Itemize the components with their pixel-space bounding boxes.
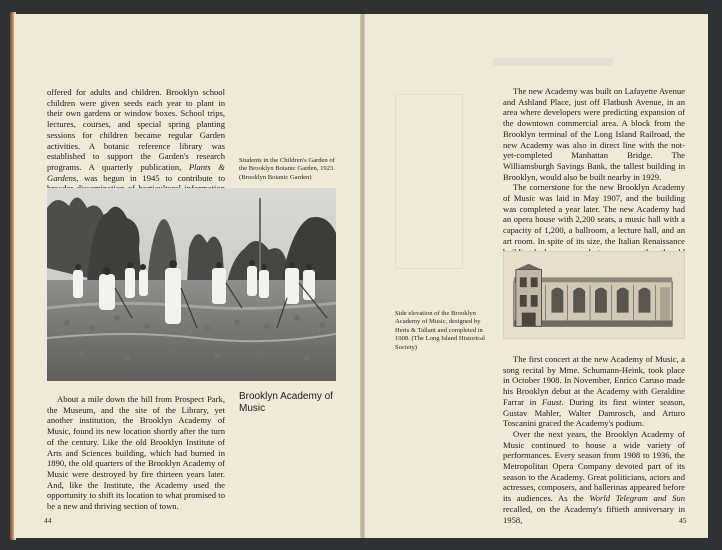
section-text: About a mile down the hill from Prospect Park, the Museum, and the site of the Library, yet another institution, the Brooklyn Academy of Music, found its new location shortly after the turn of the century. Like the old Brooklyn Institute of Arts and Sciences building, which had burned in 1890, the old quarters of the Brooklyn Academy of Music were destroyed by fire thirteen years later. And, like the Institute, the Academy used the opportunity to shift its location to what promised to be a new and thriving section of town.	[47, 394, 225, 512]
newspaper-title: World Telegram and Sun	[589, 493, 685, 504]
photo-caption: Students in the Children's Garden of the Brooklyn Botanic Garden, 1923. (Brooklyn Botanic Garden)	[239, 157, 335, 181]
paragraph-3-part-2: . During its first winter season, Gustav Mahler, Walter Damrosch, and Arturo Toscanini graced the Academy's podium.	[503, 396, 685, 429]
right-column-bottom	[503, 354, 685, 525]
plants-gardens-title: Plants & Gardens	[47, 161, 225, 183]
show-through-bleed	[395, 94, 463, 269]
academy-elevation-drawing	[503, 251, 685, 339]
left-page	[14, 14, 362, 538]
academy-building-illustration	[504, 252, 684, 338]
right-column-top	[503, 86, 685, 268]
paragraph-2: The cornerstone for the new Brooklyn Academy of Music was laid in May 1907, and the building was completed a year later. The new Academy had an opera house with 2,200 seats, a music hall with a capacity of 1,200, a ballroom, a lecture hall, and an art room. In spite of its size, the Italian Renaissance	[503, 182, 685, 246]
page-number-left: 44	[44, 516, 52, 525]
paragraph-1: The new Academy was built on Lafayette Avenue and Ashland Place, just off Flatbush Avenue, in an area where developers were predicting expansion of the downtown commercial area. A block from the Brooklyn terminal of the Long Island Railroad, the new Academy was also in direct line with the not-yet-completed Manhattan Bridge. The Williamsburgh Savings Bank, the tallest building in Brooklyn, would also be built nearby in 1929.	[503, 86, 685, 182]
section-heading: Brooklyn Academy of Music	[239, 391, 333, 414]
garden-photo-illustration	[47, 188, 336, 381]
paragraph-4-part-1: Over the next years, the Brooklyn Academy of Music continued to house a wide variety of performances. Every season from 1908 to 1936, the Metropolitan Opera Company devoted part of its season to the Academy. Great politicians, actors and actresses, composers, and ballerinas appeared before its audiences. As the	[503, 428, 685, 504]
intro-text-part-2: , was begun in 1945 to contribute to	[76, 172, 225, 183]
page-number-right: 45	[679, 516, 687, 525]
paragraph-3	[503, 354, 685, 429]
elevation-caption: Side elevation of the Brooklyn Academy of Music, designed by Herts & Tallant and completed in 1908. (The Long Island Historical Society)	[395, 310, 485, 351]
childrens-garden-photo	[47, 188, 336, 381]
intro-text-part-1: offered for adults and children. Brooklyn school children were given seeds each year to plant in their own gardens or window boxes. School trips, lectures, courses, and special spring planting sessions for children became regular Garden activities. A botanic reference library was established to support the Garden's research programs. A quarterly publication,	[47, 87, 225, 172]
section-paragraph	[47, 394, 225, 512]
paragraph-4-part-2: recalled, on the Academy's fiftieth anniversary in 1958,	[503, 503, 685, 525]
paragraph-3-part-1: The first concert at the new Academy of Music, a song recital by Mme. Schumann-Heink, took place in October 1908. In November, Enrico Caruso made his Brooklyn debut at the Academy with Geraldine Farrar in	[503, 354, 685, 407]
faust-title: Faust	[541, 396, 562, 407]
paragraph-4	[503, 429, 685, 525]
show-through-line	[493, 58, 613, 66]
right-page	[364, 14, 708, 538]
